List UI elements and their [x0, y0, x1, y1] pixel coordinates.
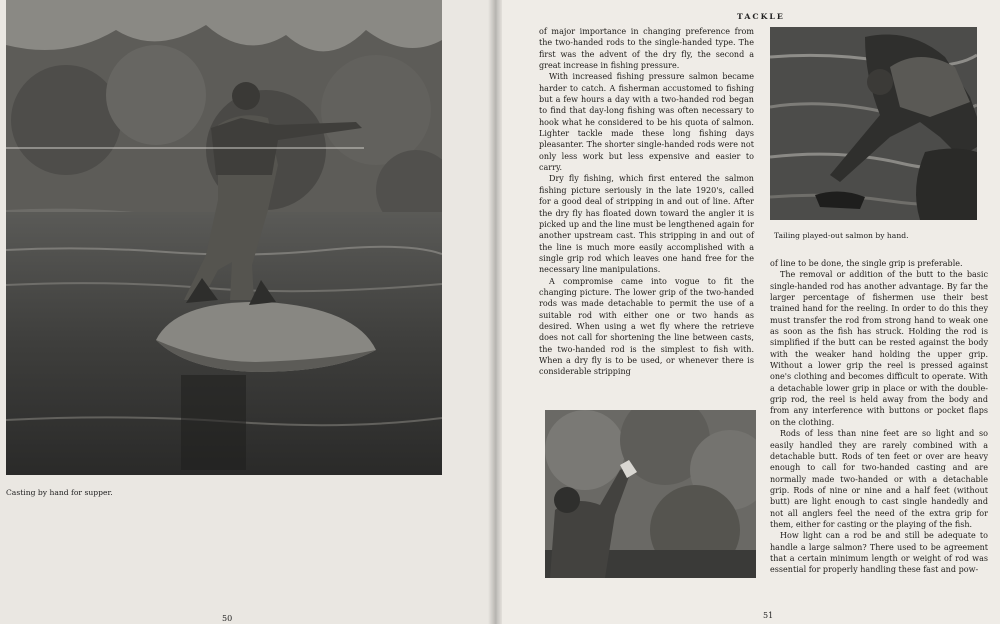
paragraph: of major importance in changing preference from the two-handed rods to the single-handed type. The first was the advent of the dry fly, the second a great increase in fishing pressure.: [539, 27, 754, 71]
page-number-right: 51: [763, 611, 774, 620]
right-page: [497, 0, 1000, 624]
text-column-2: [770, 258, 988, 576]
paragraph: How light can a rod be and still be adequate to handle a large salmon? There used to be agreement that a certain minimum length or weight of rod was essential for properly handling these fast and pow-: [770, 531, 988, 575]
book-gutter: [488, 0, 502, 624]
casting-photo: [6, 0, 442, 475]
paragraph: of line to be done, the single grip is preferable.: [770, 259, 963, 268]
paragraph: Rods of less than nine feet are so light and so easily handled they are rarely combined with a detachable butt. Rods of ten feet or over are heavy enough to call for two-handed casting and are normally made two-handed or with a detachable grip. Rods of nine or nine and a half feet (without butt) are light enough to cast single handedly and not all anglers feel the need of the extra grip for them, either for casting or the playing of the fish.: [770, 429, 988, 529]
paragraph: A compromise came into vogue to fit the changing picture. The lower grip of the two-handed rods was made detachable to permit the use of a suitable rod with either one or two hands as desired. When using a wet fly where the retrieve does not call for shortening the line between casts, the two-handed rod is the simplest to fish with. When a dry fly is to be used, or whenever there is considerable stripping: [539, 276, 754, 377]
tailing-caption: Tailing played-out salmon by hand.: [774, 231, 909, 240]
text-column-1: [539, 26, 754, 378]
left-page: [0, 0, 497, 624]
running-head: TACKLE: [737, 12, 785, 21]
rod-holding-photo: [545, 410, 756, 578]
tailing-salmon-photo: [770, 27, 977, 220]
paragraph: With increased fishing pressure salmon became harder to catch. A fisherman accustomed to fishing but a few hours a day with a two-handed rod began to find that day-long fishing was often necessary to hook what he considered to be his quota of salmon. Lighter tackle made these long fishing days pleasanter. The shorter single-handed rods were not only less work but less expensive and easier to carry.: [539, 72, 754, 173]
paragraph: The removal or addition of the butt to the basic single-handed rod has another advantage. By far the larger percentage of fishermen use their best trained hand for the reeling. In order to do this they must transfer the rod from strong hand to weak one as soon as the fish has struck. Holding the rod is simplified if the butt can be rested against the body with the weaker hand holding the upper grip. Without a lower grip the reel is pressed against one's clothing and becomes difficult to operate. With a detachable lower grip in place or with the double-grip rod, the reel is held away from the body and from any interference with buttons or pocket flaps on the clothing.: [770, 270, 988, 427]
paragraph: Dry fly fishing, which first entered the salmon fishing picture seriously in the late 1920's, called for a good deal of stripping in and out of line. After the dry fly has floated down toward the angler it is picked up and the line must be lengthened again for another upstream cast. This stripping in and out of the line is much more easily accomplished with a single grip rod which leaves one hand free for the necessary line manipulations.: [539, 174, 754, 275]
casting-caption: Casting by hand for supper.: [6, 488, 113, 497]
page-number-left: 50: [222, 614, 233, 623]
